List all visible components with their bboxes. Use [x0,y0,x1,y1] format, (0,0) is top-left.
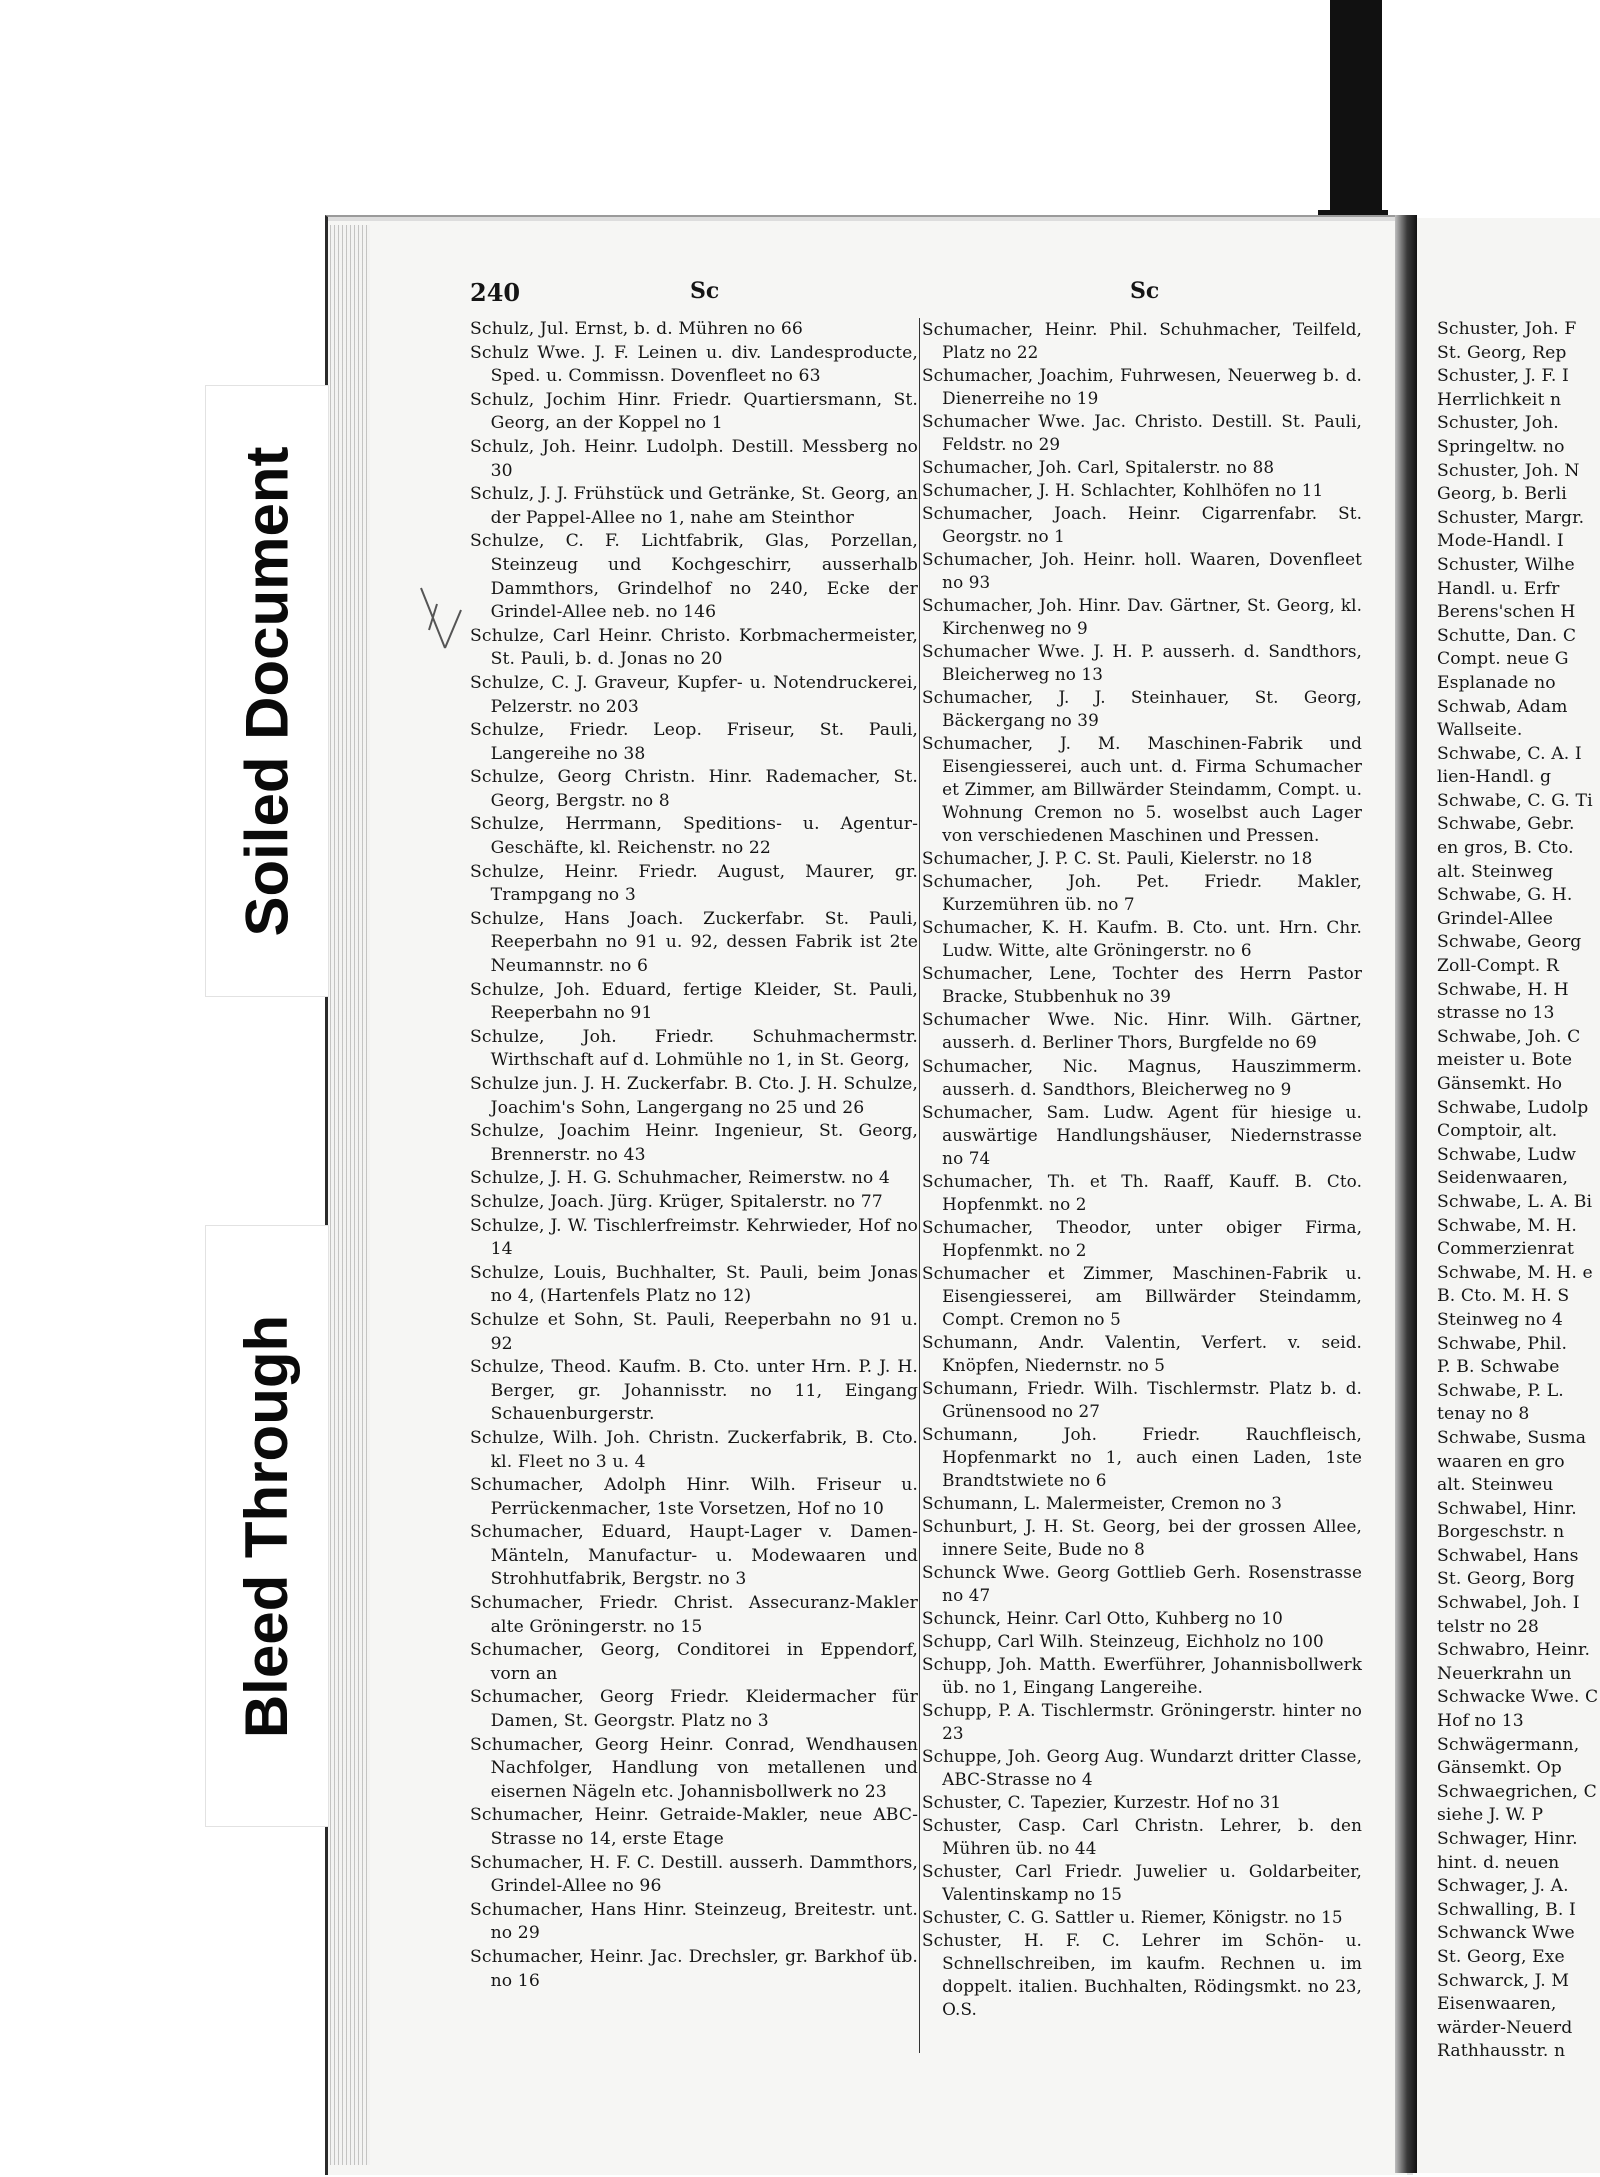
directory-entry: Schwabe, Phil. [1437,1333,1568,1354]
directory-entry: Schupp, Joh. Matth. Ewerführer, Johannisbollwerk üb. no 1, Eingang Langereihe. [922,1653,1362,1697]
directory-entry: Schumacher et Zimmer, Maschinen-Fabrik u. Eisengiesserei, am Billwärder Steindamm, Compt. Cremon no 5 [922,1262,1362,1329]
directory-entry: Borgeschstr. n [1437,1522,1565,1543]
directory-entry: Schulz, Joh. Heinr. Ludolph. Destill. Messberg no 30 [470,436,918,481]
directory-entry: Hof no 13 [1437,1711,1524,1732]
directory-entry: waaren en gro [1437,1451,1565,1472]
directory-entry: Schulze, Carl Heinr. Christo. Korbmachermeister, St. Pauli, b. d. Jonas no 20 [470,625,918,670]
directory-entry: Schumacher, Heinr. Getraide-Makler, neue ABC-Strasse no 14, erste Etage [470,1805,918,1849]
directory-entry: Schumacher Wwe. J. H. P. ausserh. d. Sandthors, Bleicherweg no 13 [922,641,1362,685]
directory-entry: Schuster, Joh. F [1437,319,1577,339]
directory-entry: Schulz Wwe. J. F. Leinen u. div. Landesproducte, Sped. u. Commissn. Dovenfleet no 63 [470,342,918,387]
directory-entry: Schupp, P. A. Tischlermstr. Gröningerstr. hinter no 23 [922,1699,1362,1743]
directory-entry: Schulze, Herrmann, Speditions- u. Agentur-Geschäfte, kl. Reichenstr. no 22 [470,814,918,859]
directory-entry: Schulze, Friedr. Leop. Friseur, St. Pauli, Langereihe no 38 [470,720,918,764]
directory-entry: Schumacher, Friedr. Christ. Assecuranz-Makler alte Gröningerstr. no 15 [470,1593,918,1637]
directory-entry: meister u. Bote [1437,1050,1573,1071]
directory-entry: Handl. u. Erfr [1437,578,1560,599]
directory-entry: Schumacher, Sam. Ludw. Agent für hiesige u. auswärtige Handlungshäuser, Niedernstrasse no 74 [922,1101,1362,1168]
directory-entry: Schunck Wwe. Georg Gottlieb Gerh. Rosenstrasse no 47 [922,1561,1362,1605]
directory-entry: Schumacher, Joh. Carl, Spitalerstr. no 88 [922,457,1275,478]
column-rule [919,318,920,2053]
directory-entry: Schupp, Carl Wilh. Steinzeug, Eichholz no 100 [922,1630,1324,1651]
directory-entry: Schulz, J. J. Frühstück und Getränke, St. Georg, an der Pappel-Allee no 1, nahe am Steinthor [470,484,918,528]
directory-entry: Gänsemkt. Ho [1437,1074,1563,1094]
directory-entry: Schwaegrichen, C [1437,1781,1597,1802]
directory-entry: Schwager, J. A. [1437,1876,1569,1897]
directory-entry: Schulze, Hans Joach. Zuckerfabr. St. Pauli, Reeperbahn no 91 u. 92, dessen Fabrik ist 2te Neumannstr. no 6 [470,908,918,977]
directory-entry: Schumacher, Lene, Tochter des Herrn Pastor Bracke, Stubbenhuk no 39 [922,963,1362,1007]
directory-entry: Schumacher, Heinr. Phil. Schuhmacher, Teilfeld, Platz no 22 [922,319,1362,363]
directory-entry: Herrlichkeit n [1437,389,1562,410]
directory-entry: Schwabe, M. H. e [1437,1262,1593,1283]
directory-entry: Comptoir, alt. [1437,1121,1558,1142]
directory-entry: Schulze, Joh. Eduard, fertige Kleider, St. Pauli, Reeperbahn no 91 [470,979,918,1024]
directory-entry: Schuster, J. F. I [1437,366,1569,387]
directory-entry: Schwabe, M. H. [1437,1215,1577,1236]
directory-entry: Schumacher, Georg, Conditorei in Eppendorf, vorn an [470,1640,918,1684]
directory-entry: Eisenwaaren, [1437,1994,1557,2015]
directory-entry: Seidenwaaren, [1437,1168,1569,1189]
directory-entry: Schumacher, Georg Heinr. Conrad, Wendhausen Nachfolger, Handlung von metallenen und eisernen Nägeln etc. Johannisbollwerk no 23 [470,1734,918,1802]
book-gutter [1395,215,1417,2173]
directory-entry: Schuster, Joh. N [1437,460,1580,481]
directory-entry: Schwabe, G. H. [1437,885,1573,906]
directory-entry: Schulze, Joachim Heinr. Ingenieur, St. Georg, Brennerstr. no 43 [470,1121,918,1165]
directory-entry: Schulze, Georg Christn. Hinr. Rademacher, St. Georg, Bergstr. no 8 [470,767,918,811]
directory-entry: Schuster, Wilhe [1437,554,1575,575]
pencil-mark [415,580,475,655]
directory-entry: Schumacher, J. P. C. St. Pauli, Kielerstr. no 18 [922,848,1313,869]
directory-entry: Schulze, Heinr. Friedr. August, Maurer, gr. Trampgang no 3 [470,861,918,906]
directory-entry: Zoll-Compt. R [1437,956,1559,977]
directory-entry: Schumacher, Th. et Th. Raaff, Kauff. B. Cto. Hopfenmkt. no 2 [922,1170,1362,1214]
directory-entry: Schumacher, J. J. Steinhauer, St. Georg, Bäckergang no 39 [922,687,1362,731]
directory-entry: Schumann, Joh. Friedr. Rauchfleisch, Hopfenmarkt no 1, auch einen Laden, 1ste Brandtstwiete no 6 [922,1423,1362,1490]
directory-entry: Schumacher, Heinr. Jac. Drechsler, gr. Barkhof üb. no 16 [470,1946,918,1991]
running-head-right: Sc [1130,278,1160,304]
directory-entry: Schwabel, Hans [1437,1545,1579,1566]
directory-entry: St. Georg, Borg [1437,1569,1575,1590]
directory-entry: Schwabe, Susma [1437,1427,1587,1448]
directory-column-1 [470,318,918,1993]
directory-entry: St. Georg, Rep [1437,342,1567,363]
directory-entry: lien-Handl. g [1437,767,1552,788]
directory-entry: hint. d. neuen [1437,1852,1560,1873]
directory-entry: St. Georg, Exe [1437,1946,1565,1967]
directory-entry: Schumacher Wwe. Nic. Hinr. Wilh. Gärtner, ausserh. d. Berliner Thors, Burgfelde no 69 [922,1009,1362,1053]
directory-entry: Schulze, Joach. Jürg. Krüger, Spitalerstr. no 77 [470,1191,883,1212]
directory-entry: Schwabe, L. A. Bi [1437,1191,1593,1212]
directory-entry: Schwacke Wwe. C [1437,1687,1599,1708]
directory-entry: Neuerkrahn un [1437,1663,1572,1684]
page-edges [330,225,370,2165]
directory-entry: B. Cto. M. H. S [1437,1286,1570,1307]
directory-entry: Berens'schen H [1437,602,1576,623]
directory-entry: Schwägermann, [1437,1734,1580,1755]
directory-column-3 [1437,318,1600,2064]
directory-entry: Gänsemkt. Op [1437,1758,1562,1779]
directory-entry: Rathhausstr. n [1437,2041,1566,2062]
directory-entry: Georg, b. Berli [1437,484,1567,505]
running-head-left: Sc [690,278,720,304]
directory-entry: Schumann, Friedr. Wilh. Tischlermstr. Platz b. d. Grünensood no 27 [922,1377,1362,1421]
directory-entry: tenay no 8 [1437,1404,1530,1425]
directory-entry: Schulze et Sohn, St. Pauli, Reeperbahn no 91 u. 92 [470,1309,918,1354]
directory-entry: Schumacher, J. M. Maschinen-Fabrik und Eisengiesserei, auch unt. d. Firma Schumacher et Zimmer, am Billwärder Steindamm, Compt. u. Wohnung Cremon no 5. woselbst auch Lager von verschiedenen Maschinen und Pressen. [922,733,1362,846]
directory-entry: Schuster, Casp. Carl Christn. Lehrer, b. den Mühren üb. no 44 [922,1815,1362,1859]
directory-entry: Schumacher, H. F. C. Destill. ausserh. Dammthors, Grindel-Allee no 96 [470,1852,918,1897]
directory-entry: Schutte, Dan. C [1437,625,1577,646]
directory-entry: Schwab, Adam [1437,696,1568,717]
directory-entry: Schuster, H. F. C. Lehrer im Schön- u. Schnellschreiben, im kaufm. Rechnen u. im doppelt. italien. Buchhalten, Rödingsmkt. no 23, O.S. [922,1930,1362,2020]
directory-entry: Schwager, Hinr. [1437,1829,1578,1849]
directory-entry: Schulz, Jochim Hinr. Friedr. Quartiersmann, St. Georg, an der Koppel no 1 [470,389,918,434]
directory-entry: Steinweg no 4 [1437,1309,1563,1330]
directory-entry: Schwabe, Georg [1437,932,1582,953]
directory-entry: Schumann, L. Malermeister, Cremon no 3 [922,1492,1283,1513]
directory-entry: en gros, B. Cto. [1437,838,1574,859]
directory-entry: Springeltw. no [1437,436,1565,457]
directory-entry: Schulze, C. F. Lichtfabrik, Glas, Porzellan, Steinzeug und Kochgeschirr, ausserhalb Dammthors, Grindelhof no 240, Ecke der Grindel-Allee neb. no 146 [470,531,918,623]
directory-entry: Schwabe, C. G. Ti [1437,790,1593,811]
bleed-through-text: Bleed Through [233,1314,301,1738]
directory-entry: Schwanck Wwe [1437,1923,1575,1944]
directory-entry: telstr no 28 [1437,1616,1539,1637]
directory-entry: Commerzienrat [1437,1239,1574,1260]
directory-entry: Schumacher, Nic. Magnus, Hauszimmerm. ausserh. d. Sandthors, Bleicherweg no 9 [922,1055,1362,1099]
directory-entry: Schunburt, J. H. St. Georg, bei der grossen Allee, innere Seite, Bude no 8 [922,1515,1362,1559]
directory-entry: Schuster, Carl Friedr. Juwelier u. Goldarbeiter, Valentinskamp no 15 [922,1861,1362,1905]
directory-entry: Schumacher, J. H. Schlachter, Kohlhöfen no 11 [922,480,1324,501]
directory-entry: Schumacher Wwe. Jac. Christo. Destill. St. Pauli, Feldstr. no 29 [922,411,1362,455]
directory-entry: Schumacher, Joh. Heinr. holl. Waaren, Dovenfleet no 93 [922,549,1362,593]
directory-entry: alt. Steinweu [1437,1475,1554,1496]
directory-entry: alt. Steinweg [1437,861,1554,882]
directory-entry: P. B. Schwabe [1437,1357,1560,1378]
page-number: 240 [470,278,521,307]
directory-entry: Schulze jun. J. H. Zuckerfabr. B. Cto. J. H. Schulze, Joachim's Sohn, Langergang no 25 und 26 [470,1074,918,1118]
directory-entry: Schuster, Joh. [1437,413,1559,434]
directory-entry: Schulze, Theod. Kaufm. B. Cto. unter Hrn. P. J. H. Berger, gr. Johannisstr. no 11, Eingang Schauenburgerstr. [470,1357,918,1425]
directory-entry: Schulze, Joh. Friedr. Schuhmachermstr. Wirthschaft auf d. Lohmühle no 1, in St. Georg, [470,1026,918,1071]
directory-entry: Schunck, Heinr. Carl Otto, Kuhberg no 10 [922,1607,1283,1628]
directory-entry: Schwabel, Hinr. [1437,1498,1577,1519]
directory-entry: Schwabe, Gebr. [1437,814,1575,835]
directory-entry: Schulze, C. J. Graveur, Kupfer- u. Notendruckerei, Pelzerstr. no 203 [470,672,918,717]
directory-entry: Schumacher, Hans Hinr. Steinzeug, Breitestr. unt. no 29 [470,1899,918,1944]
directory-column-2 [922,318,1362,2021]
directory-entry: Schumacher, Joachim, Fuhrwesen, Neuerweg b. d. Dienerreihe no 19 [922,365,1362,409]
directory-entry: Schumacher, Joach. Heinr. Cigarrenfabr. St. Georgstr. no 1 [922,503,1362,547]
directory-entry: Schuster, C. Tapezier, Kurzestr. Hof no 31 [922,1792,1282,1812]
directory-entry: Schwabel, Joh. I [1437,1593,1580,1614]
directory-entry: Compt. neue G [1437,649,1569,670]
directory-entry: Schulze, J. W. Tischlerfreimstr. Kehrwieder, Hof no 14 [470,1215,918,1260]
directory-entry: Schumacher, K. H. Kaufm. B. Cto. unt. Hrn. Chr. Ludw. Witte, alte Gröningerstr. no 6 [922,917,1362,961]
directory-entry: Schwalling, B. I [1437,1899,1576,1920]
directory-entry: Schumacher, Joh. Pet. Friedr. Makler, Kurzemühren üb. no 7 [922,871,1362,915]
directory-entry: Schulze, Louis, Buchhalter, St. Pauli, beim Jonas no 4, (Hartenfels Platz no 12) [470,1262,918,1307]
directory-entry: Grindel-Allee [1437,908,1554,929]
directory-entry: Schwabe, Joh. C [1437,1026,1581,1047]
directory-entry: Schumacher, Joh. Hinr. Dav. Gärtner, St. Georg, kl. Kirchenweg no 9 [922,595,1362,639]
directory-entry: Schumann, Andr. Valentin, Verfert. v. seid. Knöpfen, Niedernstr. no 5 [922,1331,1362,1375]
directory-entry: Schumacher, Georg Friedr. Kleidermacher für Damen, St. Georgstr. Platz no 3 [470,1687,918,1732]
directory-entry: Schulze, J. H. G. Schuhmacher, Reimerstw. no 4 [470,1168,890,1189]
directory-entry: siehe J. W. P [1437,1805,1544,1826]
directory-entry: Schuster, C. G. Sattler u. Riemer, Königstr. no 15 [922,1907,1343,1928]
directory-entry: Schumacher, Adolph Hinr. Wilh. Friseur u. Perrückenmacher, 1ste Vorsetzen, Hof no 10 [470,1475,918,1519]
directory-entry: Wallseite. [1437,720,1523,741]
bleed-through-stamp [205,1225,329,1827]
directory-entry: Schumacher, Eduard, Haupt-Lager v. Damen-Mänteln, Manufactur- u. Modewaaren und Strohhutfabrik, Bergstr. no 3 [470,1522,918,1590]
directory-entry: strasse no 13 [1437,1003,1555,1024]
directory-entry: Schulze, Wilh. Joh. Christn. Zuckerfabrik, B. Cto. kl. Fleet no 3 u. 4 [470,1427,918,1472]
directory-entry: Schwabe, Ludw [1437,1144,1577,1165]
directory-entry: Schumacher, Theodor, unter obiger Firma, Hopfenmkt. no 2 [922,1216,1362,1260]
soiled-document-stamp [205,385,329,997]
soiled-document-text: Soiled Document [233,445,301,937]
directory-entry: Schuster, Margr. [1437,507,1585,528]
directory-entry: Schwabe, Ludolp [1437,1097,1589,1118]
directory-entry: Esplanade no [1437,672,1556,693]
directory-entry: Schwarck, J. M [1437,1970,1570,1991]
directory-entry: Schulz, Jul. Ernst, b. d. Mühren no 66 [470,319,803,339]
directory-entry: Schwabe, C. A. I [1437,743,1582,764]
directory-entry: Schwabe, H. H [1437,979,1569,1000]
directory-entry: Schwabe, P. L. [1437,1380,1564,1401]
directory-entry: Schwabro, Heinr. [1437,1640,1591,1661]
ribbon-bookmark [1330,0,1382,210]
directory-entry: Schuppe, Joh. Georg Aug. Wundarzt dritter Classe, ABC-Strasse no 4 [922,1745,1362,1789]
directory-entry: wärder-Neuerd [1437,2017,1573,2038]
directory-entry: Mode-Handl. I [1437,531,1564,552]
